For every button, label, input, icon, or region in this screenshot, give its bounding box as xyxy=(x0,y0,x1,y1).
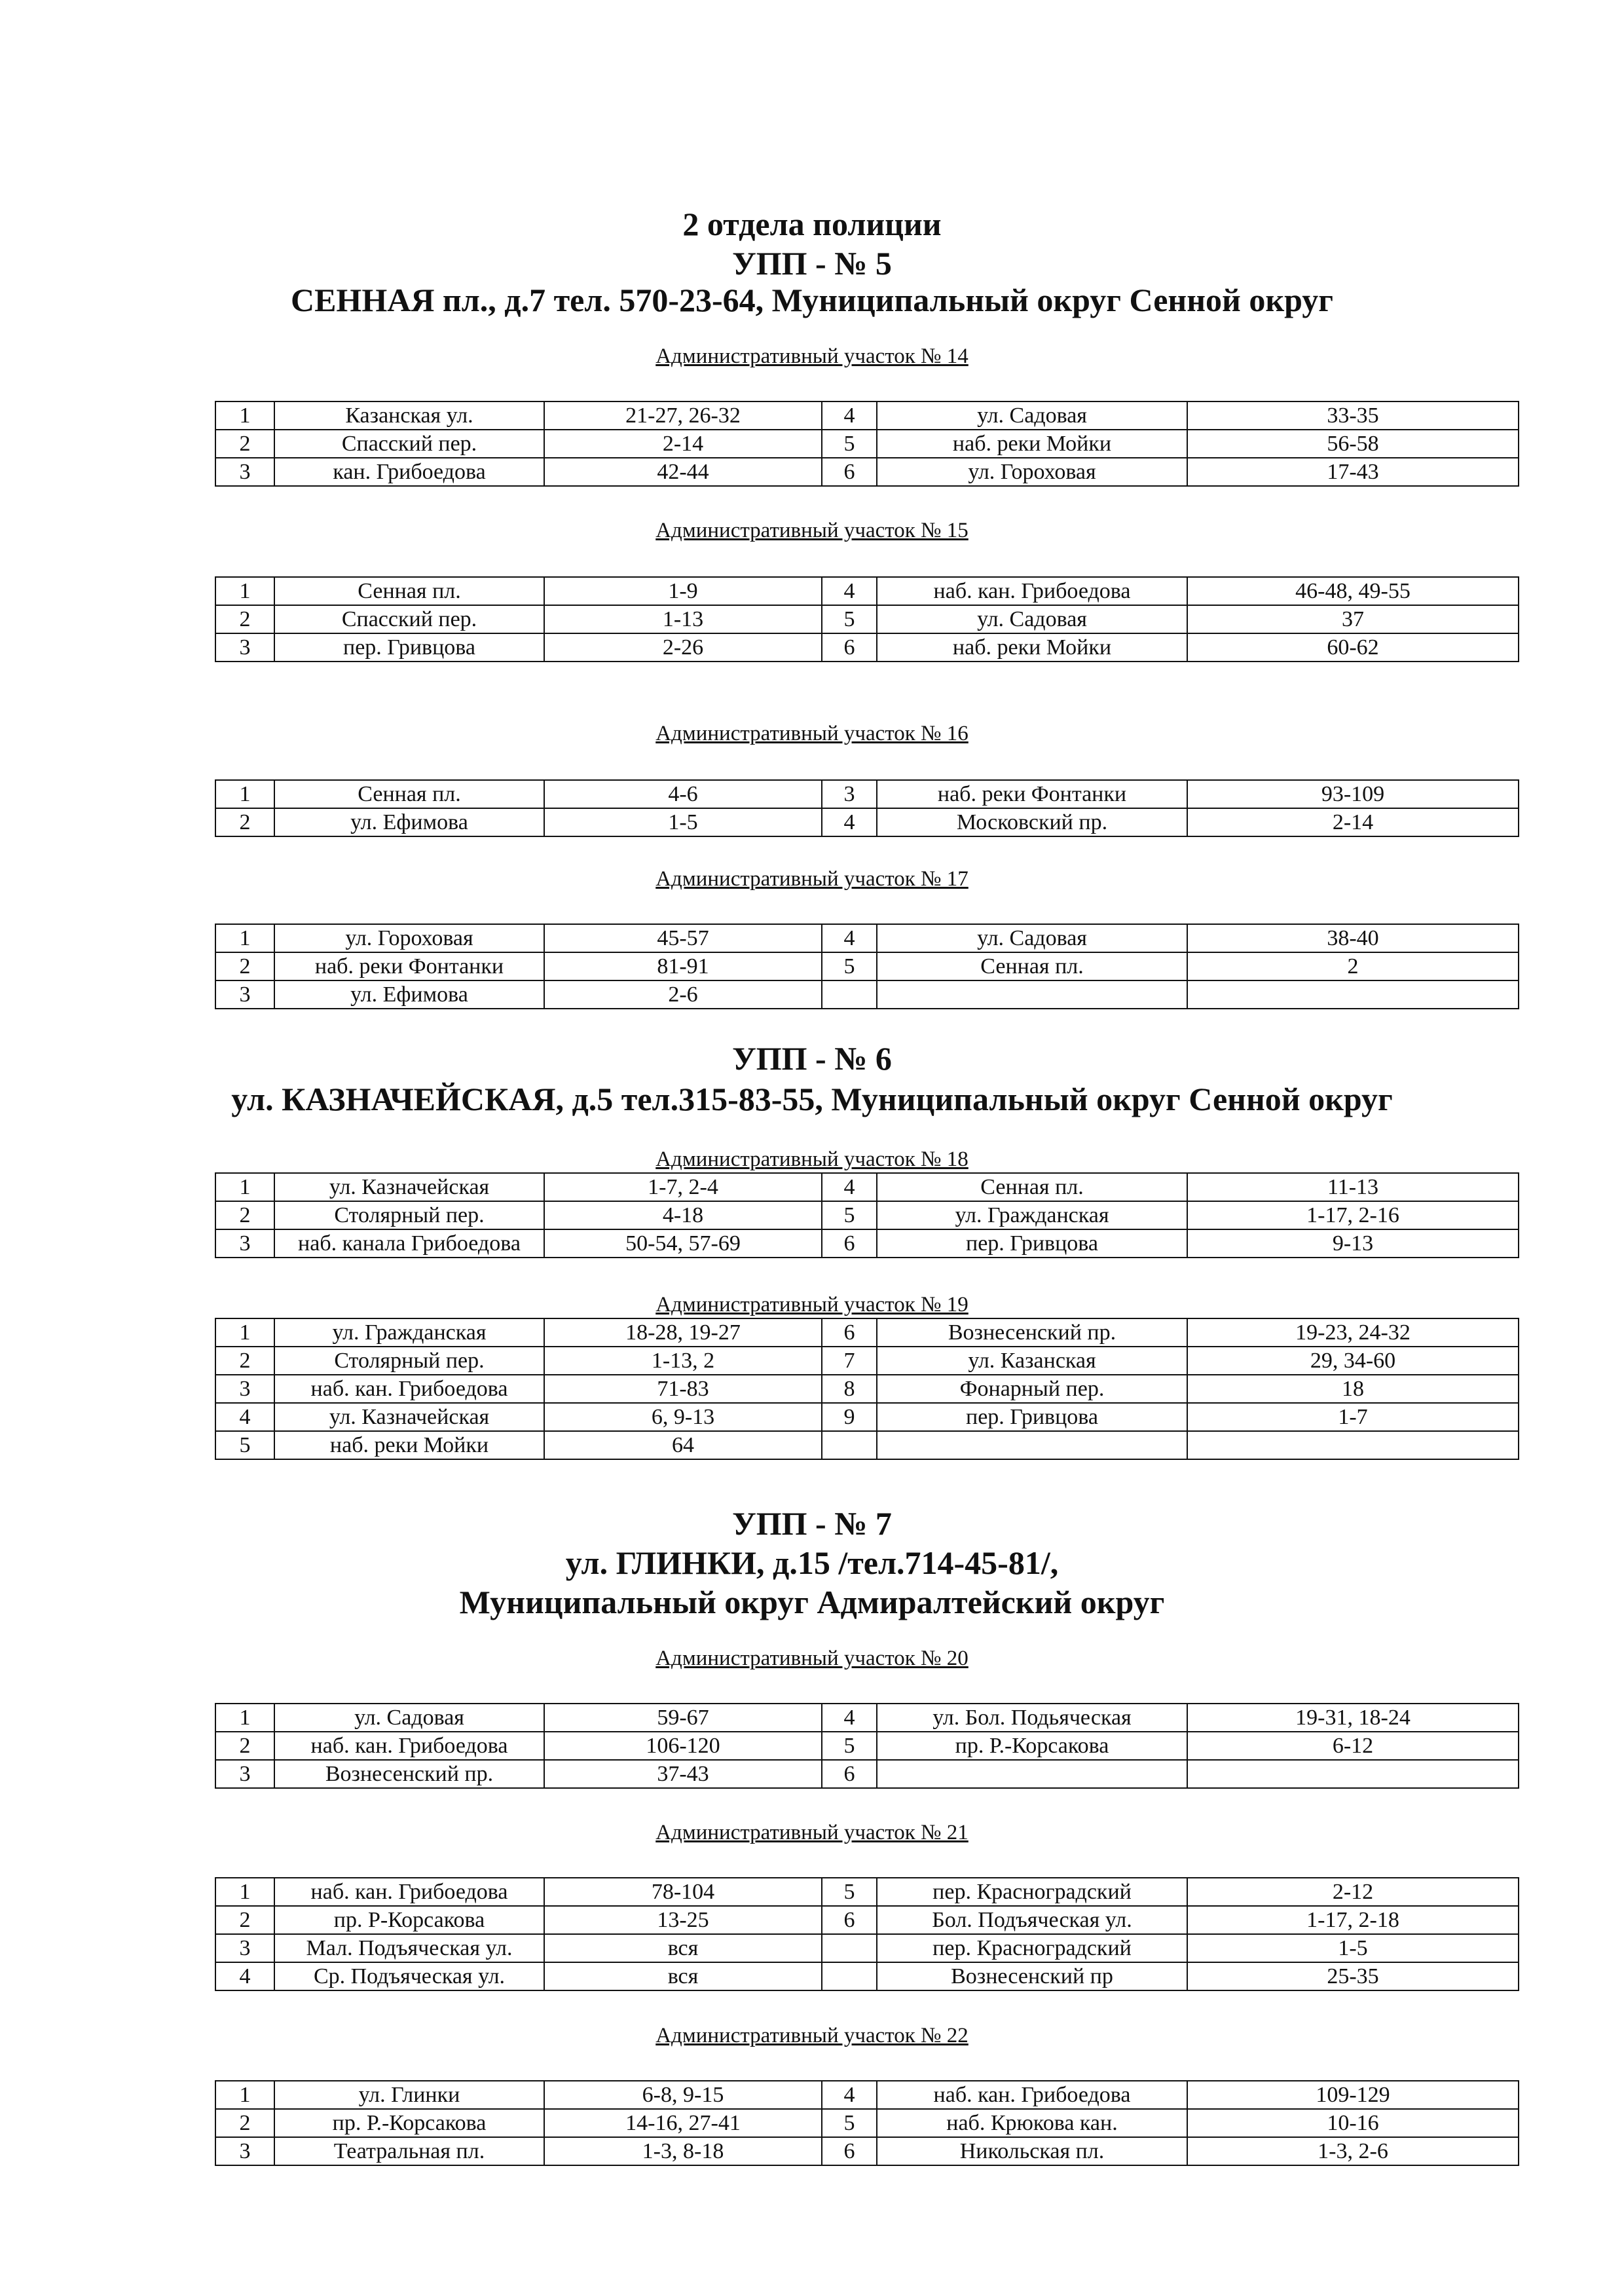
table-row xyxy=(215,2109,1519,2137)
area-title: Административный участок № 22 xyxy=(655,2024,969,2047)
house-numbers-cell: 1-7 xyxy=(1187,1403,1519,1431)
row-number-cell: 4 xyxy=(822,1704,877,1732)
house-numbers-cell: 25-35 xyxy=(1187,1962,1519,1990)
row-number-cell: 5 xyxy=(822,2109,877,2137)
table-row xyxy=(215,780,1519,808)
table-row xyxy=(215,1318,1519,1347)
area-title: Административный участок № 16 xyxy=(655,722,969,745)
section-heading-line: УПП - № 6 xyxy=(732,1040,892,1077)
row-number-cell: 2 xyxy=(215,605,274,633)
row-number-cell: 3 xyxy=(215,633,274,662)
row-number-cell: 6 xyxy=(822,458,877,486)
row-number-cell: 5 xyxy=(215,1431,274,1459)
row-number-cell: 3 xyxy=(215,1375,274,1403)
street-name-cell: Спасский пер. xyxy=(274,605,544,633)
row-number-cell xyxy=(822,980,877,1009)
house-numbers-cell: 2-26 xyxy=(544,633,822,662)
row-number-cell: 1 xyxy=(215,2081,274,2109)
row-number-cell: 3 xyxy=(215,1934,274,1962)
row-number-cell: 5 xyxy=(822,1201,877,1229)
beat-table xyxy=(215,2080,1519,2166)
table-row xyxy=(215,2081,1519,2109)
table-row xyxy=(215,1934,1519,1962)
beat-table xyxy=(215,1172,1519,1258)
street-name-cell: Спасский пер. xyxy=(274,430,544,458)
row-number-cell: 8 xyxy=(822,1375,877,1403)
row-number-cell: 4 xyxy=(215,1403,274,1431)
house-numbers-cell: 14-16, 27-41 xyxy=(544,2109,822,2137)
row-number-cell: 2 xyxy=(215,1201,274,1229)
house-numbers-cell: 1-5 xyxy=(1187,1934,1519,1962)
row-number-cell: 3 xyxy=(215,1760,274,1788)
row-number-cell xyxy=(822,1934,877,1962)
house-numbers-cell: вся xyxy=(544,1934,822,1962)
house-numbers-cell: 78-104 xyxy=(544,1878,822,1906)
house-numbers-cell: 18 xyxy=(1187,1375,1519,1403)
row-number-cell: 6 xyxy=(822,1906,877,1934)
house-numbers-cell: 6, 9-13 xyxy=(544,1403,822,1431)
street-name-cell: пер. Красноградский xyxy=(877,1878,1187,1906)
street-name-cell: наб. кан. Грибоедова xyxy=(877,577,1187,605)
street-name-cell: наб. реки Мойки xyxy=(877,633,1187,662)
row-number-cell: 1 xyxy=(215,1704,274,1732)
house-numbers-cell: 106-120 xyxy=(544,1732,822,1760)
house-numbers-cell: 29, 34-60 xyxy=(1187,1347,1519,1375)
house-numbers-cell: 2 xyxy=(1187,952,1519,980)
house-numbers-cell: 56-58 xyxy=(1187,430,1519,458)
house-numbers-cell: 21-27, 26-32 xyxy=(544,401,822,430)
house-numbers-cell: 11-13 xyxy=(1187,1173,1519,1201)
row-number-cell: 6 xyxy=(822,633,877,662)
table-row xyxy=(215,924,1519,952)
beat-table xyxy=(215,924,1519,1009)
house-numbers-cell: 93-109 xyxy=(1187,780,1519,808)
street-name-cell: ул. Садовая xyxy=(877,924,1187,952)
street-name-cell: наб. реки Фонтанки xyxy=(877,780,1187,808)
row-number-cell: 1 xyxy=(215,577,274,605)
street-name-cell xyxy=(877,1431,1187,1459)
street-name-cell: пер. Гривцова xyxy=(877,1229,1187,1258)
section-heading-line: СЕННАЯ пл., д.7 тел. 570-23-64, Муниципальный округ Сенной округ xyxy=(290,282,1334,318)
table-row xyxy=(215,1732,1519,1760)
street-name-cell: Московский пр. xyxy=(877,808,1187,836)
house-numbers-cell: 2-14 xyxy=(544,430,822,458)
house-numbers-cell: 37 xyxy=(1187,605,1519,633)
street-name-cell: наб. кан. Грибоедова xyxy=(274,1375,544,1403)
street-name-cell: наб. реки Мойки xyxy=(274,1431,544,1459)
row-number-cell: 6 xyxy=(822,1229,877,1258)
street-name-cell: Сенная пл. xyxy=(274,780,544,808)
house-numbers-cell: 6-8, 9-15 xyxy=(544,2081,822,2109)
street-name-cell: Казанская ул. xyxy=(274,401,544,430)
row-number-cell: 3 xyxy=(215,980,274,1009)
table-row xyxy=(215,605,1519,633)
house-numbers-cell: 2-12 xyxy=(1187,1878,1519,1906)
house-numbers-cell: 60-62 xyxy=(1187,633,1519,662)
section-heading-line: УПП - № 5 xyxy=(732,245,892,282)
table-row xyxy=(215,2137,1519,2165)
street-name-cell: ул. Гороховая xyxy=(274,924,544,952)
house-numbers-cell: 1-13, 2 xyxy=(544,1347,822,1375)
table-row xyxy=(215,1403,1519,1431)
area-title: Административный участок № 19 xyxy=(655,1293,969,1316)
street-name-cell: ул. Глинки xyxy=(274,2081,544,2109)
house-numbers-cell: 1-17, 2-18 xyxy=(1187,1906,1519,1934)
table-row xyxy=(215,577,1519,605)
house-numbers-cell: 38-40 xyxy=(1187,924,1519,952)
street-name-cell: ул. Казначейская xyxy=(274,1173,544,1201)
house-numbers-cell: 1-3, 8-18 xyxy=(544,2137,822,2165)
house-numbers-cell: 1-7, 2-4 xyxy=(544,1173,822,1201)
house-numbers-cell: 4-18 xyxy=(544,1201,822,1229)
house-numbers-cell: 109-129 xyxy=(1187,2081,1519,2109)
row-number-cell: 6 xyxy=(822,1760,877,1788)
street-name-cell: Бол. Подъяческая ул. xyxy=(877,1906,1187,1934)
section-heading-line: УПП - № 7 xyxy=(732,1505,892,1542)
street-name-cell: кан. Грибоедова xyxy=(274,458,544,486)
section-heading-line: Муниципальный округ Адмиралтейский округ xyxy=(459,1584,1165,1620)
street-name-cell: пр. Р.-Корсакова xyxy=(877,1732,1187,1760)
row-number-cell: 4 xyxy=(822,808,877,836)
row-number-cell: 1 xyxy=(215,780,274,808)
table-row xyxy=(215,633,1519,662)
street-name-cell: наб. Крюкова кан. xyxy=(877,2109,1187,2137)
house-numbers-cell: 33-35 xyxy=(1187,401,1519,430)
table-row xyxy=(215,1375,1519,1403)
row-number-cell: 5 xyxy=(822,1732,877,1760)
house-numbers-cell: 2-14 xyxy=(1187,808,1519,836)
table-row xyxy=(215,1229,1519,1258)
street-name-cell: Никольская пл. xyxy=(877,2137,1187,2165)
row-number-cell: 5 xyxy=(822,1878,877,1906)
street-name-cell: наб. кан. Грибоедова xyxy=(274,1732,544,1760)
house-numbers-cell: 37-43 xyxy=(544,1760,822,1788)
house-numbers-cell: 50-54, 57-69 xyxy=(544,1229,822,1258)
street-name-cell: пер. Красноградский xyxy=(877,1934,1187,1962)
street-name-cell: Столярный пер. xyxy=(274,1347,544,1375)
house-numbers-cell: 18-28, 19-27 xyxy=(544,1318,822,1347)
street-name-cell: наб. реки Мойки xyxy=(877,430,1187,458)
row-number-cell: 5 xyxy=(822,430,877,458)
street-name-cell: ул. Гражданская xyxy=(877,1201,1187,1229)
row-number-cell: 3 xyxy=(822,780,877,808)
area-title: Административный участок № 14 xyxy=(655,345,969,368)
area-title: Административный участок № 20 xyxy=(655,1647,969,1670)
street-name-cell: ул. Садовая xyxy=(877,605,1187,633)
beat-table xyxy=(215,1318,1519,1460)
street-name-cell: наб. кан. Грибоедова xyxy=(877,2081,1187,2109)
table-row xyxy=(215,1760,1519,1788)
street-name-cell: пер. Гривцова xyxy=(274,633,544,662)
table-row xyxy=(215,458,1519,486)
table-row xyxy=(215,952,1519,980)
street-name-cell: Сенная пл. xyxy=(274,577,544,605)
house-numbers-cell: 71-83 xyxy=(544,1375,822,1403)
street-name-cell: ул. Ефимова xyxy=(274,980,544,1009)
row-number-cell: 2 xyxy=(215,430,274,458)
house-numbers-cell: 46-48, 49-55 xyxy=(1187,577,1519,605)
house-numbers-cell: вся xyxy=(544,1962,822,1990)
row-number-cell: 1 xyxy=(215,924,274,952)
house-numbers-cell: 19-23, 24-32 xyxy=(1187,1318,1519,1347)
street-name-cell: пр. Р-Корсакова xyxy=(274,1906,544,1934)
row-number-cell xyxy=(822,1962,877,1990)
beat-table xyxy=(215,1703,1519,1789)
row-number-cell: 2 xyxy=(215,808,274,836)
row-number-cell: 3 xyxy=(215,458,274,486)
house-numbers-cell: 19-31, 18-24 xyxy=(1187,1704,1519,1732)
table-row xyxy=(215,1878,1519,1906)
street-name-cell xyxy=(877,980,1187,1009)
street-name-cell: Вознесенский пр. xyxy=(877,1318,1187,1347)
table-row xyxy=(215,1431,1519,1459)
house-numbers-cell: 59-67 xyxy=(544,1704,822,1732)
row-number-cell: 4 xyxy=(822,577,877,605)
beat-table xyxy=(215,401,1519,487)
row-number-cell: 1 xyxy=(215,1173,274,1201)
row-number-cell: 1 xyxy=(215,401,274,430)
house-numbers-cell xyxy=(1187,1760,1519,1788)
table-row xyxy=(215,1704,1519,1732)
area-title: Административный участок № 17 xyxy=(655,867,969,891)
street-name-cell: Столярный пер. xyxy=(274,1201,544,1229)
row-number-cell: 7 xyxy=(822,1347,877,1375)
house-numbers-cell: 64 xyxy=(544,1431,822,1459)
street-name-cell: Театральная пл. xyxy=(274,2137,544,2165)
house-numbers-cell xyxy=(1187,1431,1519,1459)
street-name-cell: наб. канала Грибоедова xyxy=(274,1229,544,1258)
beat-table xyxy=(215,576,1519,662)
area-title: Административный участок № 15 xyxy=(655,519,969,542)
table-row xyxy=(215,1173,1519,1201)
street-name-cell: Фонарный пер. xyxy=(877,1375,1187,1403)
street-name-cell xyxy=(877,1760,1187,1788)
street-name-cell: ул. Бол. Подьяческая xyxy=(877,1704,1187,1732)
row-number-cell: 3 xyxy=(215,1229,274,1258)
street-name-cell: Сенная пл. xyxy=(877,1173,1187,1201)
row-number-cell: 2 xyxy=(215,2109,274,2137)
row-number-cell: 3 xyxy=(215,2137,274,2165)
street-name-cell: ул. Гражданская xyxy=(274,1318,544,1347)
table-row xyxy=(215,1347,1519,1375)
house-numbers-cell: 17-43 xyxy=(1187,458,1519,486)
row-number-cell: 1 xyxy=(215,1318,274,1347)
row-number-cell: 2 xyxy=(215,1732,274,1760)
house-numbers-cell: 10-16 xyxy=(1187,2109,1519,2137)
table-row xyxy=(215,1201,1519,1229)
row-number-cell: 1 xyxy=(215,1878,274,1906)
row-number-cell: 9 xyxy=(822,1403,877,1431)
street-name-cell: ул. Садовая xyxy=(274,1704,544,1732)
row-number-cell: 2 xyxy=(215,1347,274,1375)
row-number-cell: 2 xyxy=(215,952,274,980)
table-row xyxy=(215,808,1519,836)
section-heading-line: ул. ГЛИНКИ, д.15 /тел.714-45-81/, xyxy=(565,1544,1059,1581)
house-numbers-cell: 1-9 xyxy=(544,577,822,605)
house-numbers-cell: 2-6 xyxy=(544,980,822,1009)
street-name-cell: ул. Садовая xyxy=(877,401,1187,430)
street-name-cell: наб. кан. Грибоедова xyxy=(274,1878,544,1906)
row-number-cell: 4 xyxy=(822,924,877,952)
house-numbers-cell: 1-13 xyxy=(544,605,822,633)
house-numbers-cell: 45-57 xyxy=(544,924,822,952)
street-name-cell: ул. Казначейская xyxy=(274,1403,544,1431)
house-numbers-cell: 1-3, 2-6 xyxy=(1187,2137,1519,2165)
street-name-cell: Вознесенский пр. xyxy=(274,1760,544,1788)
street-name-cell: ул. Гороховая xyxy=(877,458,1187,486)
row-number-cell: 4 xyxy=(822,401,877,430)
row-number-cell: 5 xyxy=(822,952,877,980)
street-name-cell: пр. Р.-Корсакова xyxy=(274,2109,544,2137)
table-row xyxy=(215,430,1519,458)
row-number-cell: 5 xyxy=(822,605,877,633)
table-row xyxy=(215,980,1519,1009)
row-number-cell: 6 xyxy=(822,1318,877,1347)
table-row xyxy=(215,401,1519,430)
street-name-cell: ул. Казанская xyxy=(877,1347,1187,1375)
street-name-cell: Вознесенский пр xyxy=(877,1962,1187,1990)
section-heading-line: 2 отдела полиции xyxy=(682,206,942,242)
house-numbers-cell: 1-5 xyxy=(544,808,822,836)
house-numbers-cell: 9-13 xyxy=(1187,1229,1519,1258)
street-name-cell: Ср. Подъяческая ул. xyxy=(274,1962,544,1990)
street-name-cell: пер. Гривцова xyxy=(877,1403,1187,1431)
street-name-cell: Мал. Подъяческая ул. xyxy=(274,1934,544,1962)
row-number-cell: 4 xyxy=(822,1173,877,1201)
house-numbers-cell: 42-44 xyxy=(544,458,822,486)
table-row xyxy=(215,1962,1519,1990)
row-number-cell: 6 xyxy=(822,2137,877,2165)
row-number-cell: 4 xyxy=(215,1962,274,1990)
row-number-cell: 2 xyxy=(215,1906,274,1934)
house-numbers-cell: 1-17, 2-16 xyxy=(1187,1201,1519,1229)
area-title: Административный участок № 18 xyxy=(655,1148,969,1171)
street-name-cell: ул. Ефимова xyxy=(274,808,544,836)
beat-table xyxy=(215,779,1519,837)
beat-table xyxy=(215,1877,1519,1991)
house-numbers-cell: 81-91 xyxy=(544,952,822,980)
row-number-cell xyxy=(822,1431,877,1459)
section-heading-line: ул. КАЗНАЧЕЙСКАЯ, д.5 тел.315-83-55, Муниципальный округ Сенной округ xyxy=(231,1081,1393,1117)
street-name-cell: наб. реки Фонтанки xyxy=(274,952,544,980)
house-numbers-cell: 13-25 xyxy=(544,1906,822,1934)
row-number-cell: 4 xyxy=(822,2081,877,2109)
table-row xyxy=(215,1906,1519,1934)
street-name-cell: Сенная пл. xyxy=(877,952,1187,980)
house-numbers-cell xyxy=(1187,980,1519,1009)
house-numbers-cell: 4-6 xyxy=(544,780,822,808)
house-numbers-cell: 6-12 xyxy=(1187,1732,1519,1760)
area-title: Административный участок № 21 xyxy=(655,1821,969,1844)
